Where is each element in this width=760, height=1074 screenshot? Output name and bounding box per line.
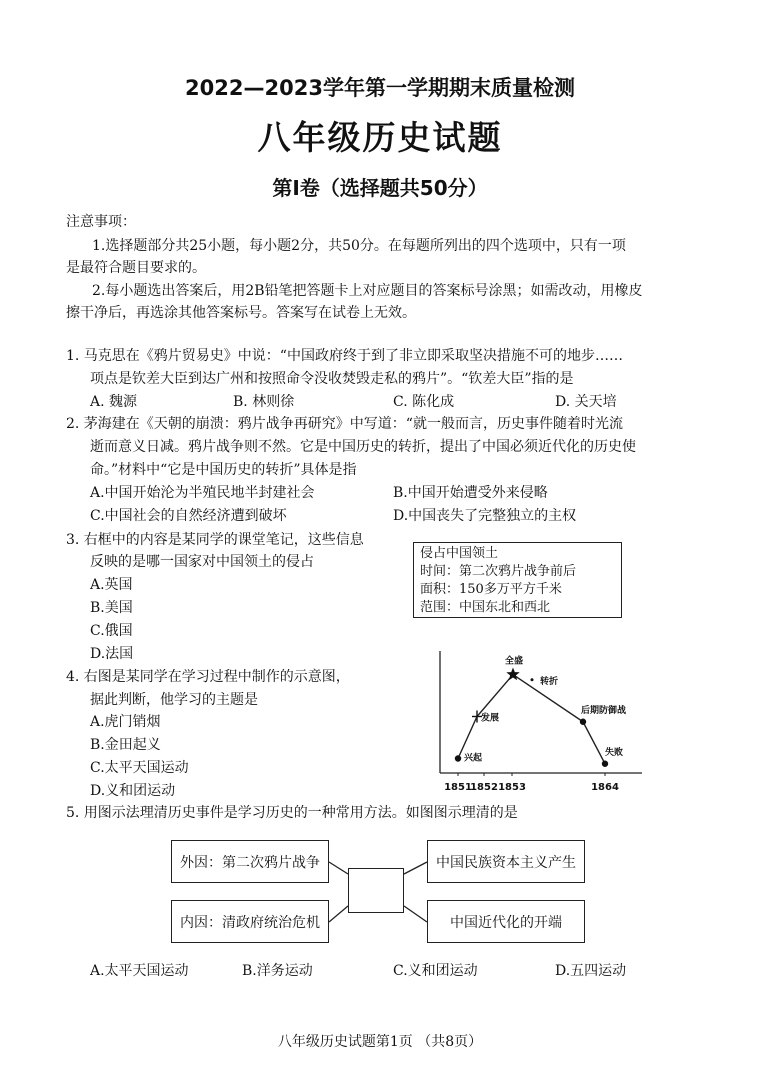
q3-note-title: 侵占中国领土 — [420, 546, 499, 561]
q5-connector-res2 — [404, 906, 427, 922]
q1-option-c: C. 陈化成 — [393, 394, 455, 410]
point-late-defense — [580, 719, 586, 725]
q5-internal-cause-box: 内因：清政府统治危机 — [171, 900, 329, 943]
q3-line2: 反映的是哪一国家对中国领土的侵占 — [90, 554, 314, 570]
q4-option-b: B.金田起义 — [90, 737, 161, 753]
q4-option-c: C.太平天国运动 — [90, 760, 189, 776]
tick-label-1864: 1864 — [591, 782, 619, 793]
q3-note-time: 时间：第二次鸦片战争前后 — [420, 564, 577, 579]
q2-option-a: A.中国开始沦为半殖民地半封建社会 — [90, 485, 315, 501]
point-turn — [531, 678, 534, 681]
tick-label-1853: 1853 — [498, 782, 526, 793]
q3-note-range: 范围：中国东北和西北 — [420, 600, 551, 615]
notes-item2-line1: 2.每小题选出答案后，用2B铅笔把答题卡上对应题目的答案标号涂黑；如需改动，用橡皮 — [92, 283, 643, 299]
notes-item1-line2: 是最符合题目要求的。 — [66, 260, 206, 276]
point-fail — [602, 761, 608, 767]
exam-title: 2022—2023学年第一学期期末质量检测 — [185, 76, 575, 100]
q2-option-b: B.中国开始遭受外来侵略 — [393, 485, 548, 501]
q4-option-a: A.虎门销烟 — [90, 714, 161, 730]
q5-result1-box: 中国民族资本主义产生 — [427, 840, 585, 883]
q2-line3: 命。”材料中“它是中国历史的转折”具体是指 — [90, 462, 357, 478]
q1-option-a: A. 魏源 — [90, 394, 138, 410]
taiping-chart — [428, 645, 650, 797]
q2-option-d: D.中国丧失了完整独立的主权 — [393, 508, 577, 524]
tick-label-1851: 1851 — [444, 782, 472, 793]
label-point-fail: 失败 — [605, 747, 624, 758]
page-footer: 八年级历史试题第1页 （共8页） — [277, 1034, 483, 1050]
notes-item1-line1: 1.选择题部分共25小题，每小题2分，共50分。在每题所列出的四个选项中，只有一项 — [92, 238, 626, 254]
q5-connectors — [320, 850, 440, 940]
q5-option-b: B.洋务运动 — [242, 963, 313, 979]
label-point-late-defense: 后期防御战 — [581, 705, 627, 716]
q5-line1: 5. 用图示法理清历史事件是学习历史的一种常用方法。如图图示理清的是 — [66, 805, 518, 821]
label-point-rise: 兴起 — [464, 753, 483, 764]
q2-line2: 逝而意义日减。鸦片战争则不然。它是中国历史的转折，提出了中国必须近代化的历史使 — [90, 439, 636, 455]
q5-option-c: C.义和团运动 — [393, 963, 478, 979]
point-rise — [455, 755, 461, 761]
q4-option-d: D.义和团运动 — [90, 783, 176, 799]
q5-option-d: D.五四运动 — [555, 963, 627, 979]
q5-result2-box: 中国近代化的开端 — [427, 900, 585, 943]
q3-note-box — [413, 542, 622, 618]
q5-connector-res1 — [404, 862, 427, 874]
label-point-peak: 全盛 — [505, 656, 524, 667]
q5-connector-int — [329, 906, 348, 922]
q5-option-a: A.太平天国运动 — [90, 963, 189, 979]
label-point-turn: 转折 — [540, 676, 559, 687]
q2-line1: 2. 茅海建在《天朝的崩溃：鸦片战争再研究》中写道：“就一般而言，历史事件随着时光流 — [66, 416, 623, 432]
q3-note-area: 面积：150多万平方千米 — [420, 582, 562, 597]
q4-line1: 4. 右图是某同学在学习过程中制作的示意图， — [66, 669, 350, 685]
q5-connector-ext — [329, 862, 348, 874]
section-title: 第Ⅰ卷（选择题共50分） — [272, 176, 488, 200]
q1-option-d: D. 关天培 — [555, 394, 617, 410]
subject-title: 八年级历史试题 — [257, 118, 503, 157]
q3-option-b: B.美国 — [90, 600, 133, 616]
q5-external-cause-box: 外因：第二次鸦片战争 — [171, 840, 329, 883]
q1-line1: 1. 马克思在《鸦片贸易史》中说：“中国政府终于到了非立即采取坚决措施不可的地步…… — [66, 348, 623, 364]
tick-label-1852: 1852 — [470, 782, 498, 793]
notes-item2-line2: 擦干净后，再选涂其他答案标号。答案写在试卷上无效。 — [66, 305, 416, 321]
q4-line2: 据此判断，他学习的主题是 — [90, 692, 258, 708]
q3-option-d: D.法国 — [90, 646, 134, 662]
q1-option-b: B. 林则徐 — [233, 394, 295, 410]
q1-line2: 项点是钦差大臣到达广州和按照命令没收焚毁走私的鸦片”。“钦差大臣”指的是 — [90, 371, 574, 387]
q3-option-c: C.俄国 — [90, 623, 133, 639]
q3-line1: 3. 右框中的内容是某同学的课堂笔记，这些信息 — [66, 532, 364, 548]
q3-option-a: A.英国 — [90, 577, 133, 593]
q2-option-c: C.中国社会的自然经济遭到破坏 — [90, 508, 287, 524]
notes-heading: 注意事项： — [66, 214, 136, 230]
label-point-develop: 发展 — [481, 713, 500, 724]
